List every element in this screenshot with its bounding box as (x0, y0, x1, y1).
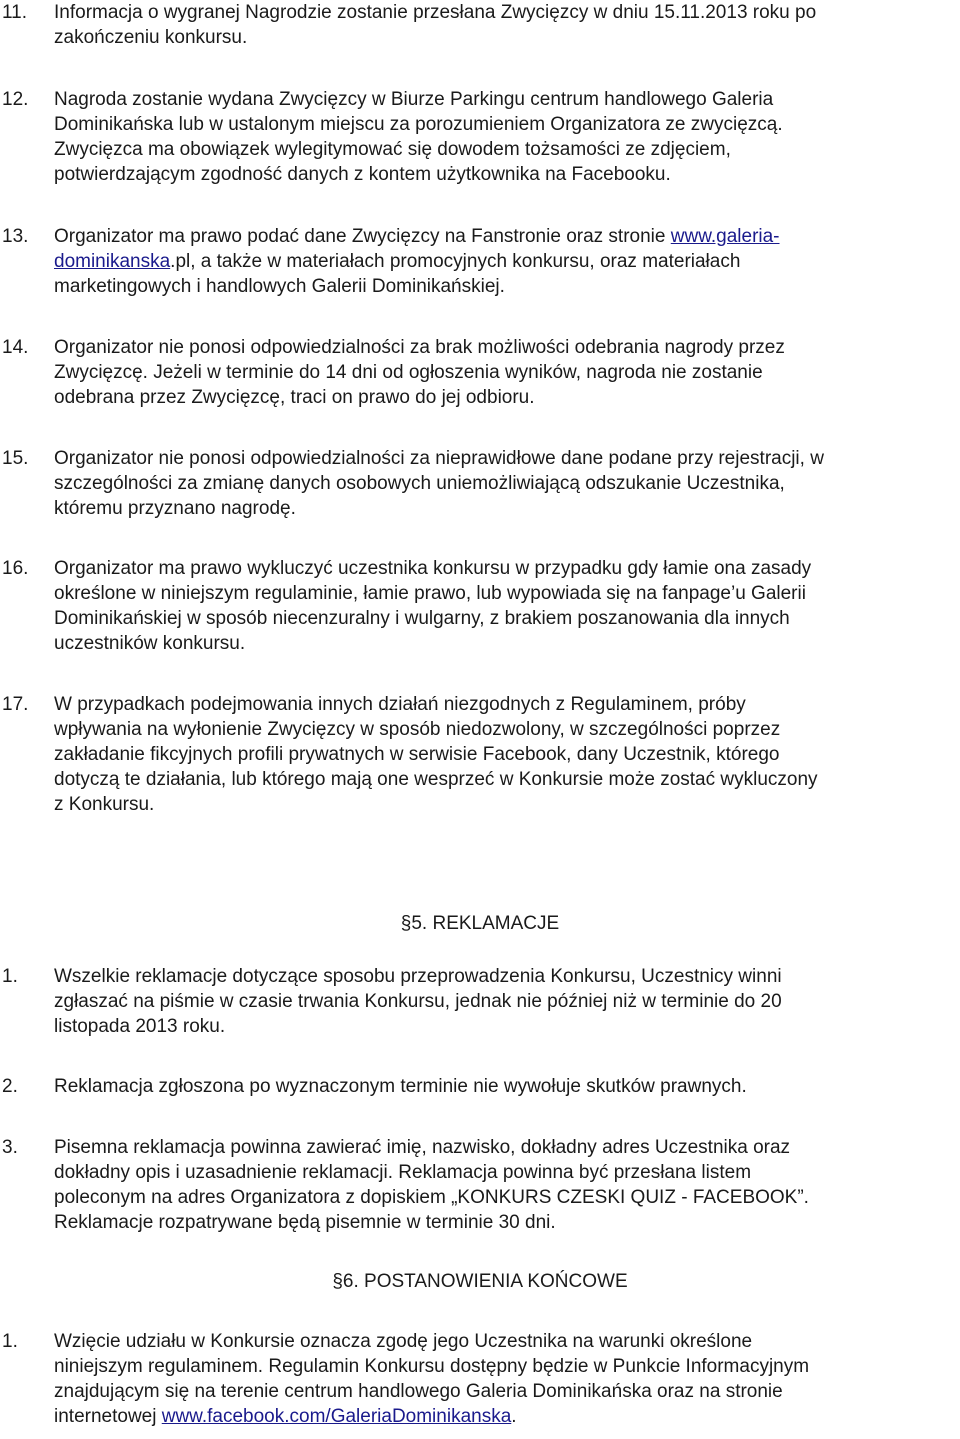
item-number: 1. (2, 1331, 18, 1352)
text-segment: .pl, a także w materiałach promocyjnych konkursu, oraz materiałach (170, 251, 741, 272)
text-line: poleconym na adres Organizatora z dopiskiem „KONKURS CZESKI QUIZ - FACEBOOK”. (54, 1187, 809, 1208)
paragraph-13 (0, 224, 955, 299)
text-segment: internetowej (54, 1406, 162, 1427)
text-line: Zwycięzcę. Jeżeli w terminie do 14 dni od ogłoszenia wyników, nagroda nie zostanie (54, 362, 763, 383)
text-line: W przypadkach podejmowania innych działań niezgodnych z Regulaminem, próby (54, 694, 746, 715)
text-line: zakończeniu konkursu. (54, 27, 248, 48)
text-line: Dominikańska lub w ustalonym miejscu za porozumieniem Organizatora ze zwycięzcą. (54, 114, 783, 135)
text-line: wpływania na wyłonienie Zwycięzcy w sposób niedozwolony, w szczególności poprzez (54, 719, 781, 740)
text-line: Organizator nie ponosi odpowiedzialności za nieprawidłowe dane podane przy rejestracji, w (54, 448, 824, 469)
website-link-continued[interactable]: dominikanska (54, 251, 171, 272)
text-line: Informacja o wygranej Nagrodzie zostanie przesłana Zwycięzcy w dniu 15.11.2013 roku po (54, 2, 817, 23)
text-line: Pisemna reklamacja powinna zawierać imię, nazwisko, dokładny adres Uczestnika oraz (54, 1137, 791, 1158)
text-line: znajdującym się na terenie centrum handlowego Galeria Dominikańska oraz na stronie (54, 1381, 783, 1402)
section-heading-reklamacje: §5. REKLAMACJE (400, 913, 560, 934)
text-line: odebrana przez Zwycięzcę, traci on prawo do jej odbioru. (54, 387, 535, 408)
text-line: dokładny opis i uzasadnienie reklamacji. Reklamacja powinna być przesłana listem (54, 1162, 752, 1183)
item-number: 3. (2, 1137, 18, 1158)
item-number: 16. (2, 558, 29, 579)
text-line: Reklamacja zgłoszona po wyznaczonym terminie nie wywołuje skutków prawnych. (54, 1076, 747, 1097)
item-number: 14. (2, 337, 29, 358)
item-number: 2. (2, 1076, 18, 1097)
final-paragraph-1 (0, 1329, 955, 1429)
item-number: 17. (2, 694, 29, 715)
facebook-link[interactable]: www.facebook.com/GaleriaDominikanska (161, 1406, 512, 1427)
text-line: określone w niniejszym regulaminie, łamie prawo, lub wypowiada się na fanpage’u Galerii (54, 583, 806, 604)
text-segment: Organizator ma prawo podać dane Zwycięzcy na Fanstronie oraz stronie (54, 226, 671, 247)
text-line: marketingowych i handlowych Galerii Dominikańskiej. (54, 276, 505, 297)
item-number: 11. (2, 2, 28, 23)
item-number: 13. (2, 226, 29, 247)
item-number: 12. (2, 89, 29, 110)
text-line: z Konkursu. (54, 794, 155, 815)
text-line: zgłaszać na piśmie w czasie trwania Konkursu, jednak nie później niż w terminie do 20 (54, 991, 782, 1012)
text-line (54, 249, 955, 274)
text-line: listopada 2013 roku. (54, 1016, 226, 1037)
paragraph-16 (0, 556, 955, 656)
text-line: uczestników konkursu. (54, 633, 246, 654)
paragraph-14 (0, 335, 955, 410)
paragraph-11 (0, 0, 955, 50)
text-line: niniejszym regulaminem. Regulamin Konkursu dostępny będzie w Punkcie Informacyjnym (54, 1356, 810, 1377)
text-line: Reklamacje rozpatrywane będą pisemnie w terminie 30 dni. (54, 1212, 556, 1233)
text-line: Dominikańskiej w sposób niecenzuralny i wulgarny, z brakiem poszanowania dla innych (54, 608, 790, 629)
text-line: zakładanie fikcyjnych profili prywatnych w serwisie Facebook, dany Uczestnik, którego (54, 744, 780, 765)
section-heading-postanowienia: §6. POSTANOWIENIA KOŃCOWE (332, 1271, 628, 1292)
text-line: Nagroda zostanie wydana Zwycięzcy w Biurze Parkingu centrum handlowego Galeria (54, 89, 774, 110)
website-link[interactable]: www.galeria- (670, 226, 780, 247)
text-line: Zwycięzca ma obowiązek wylegitymować się dowodem tożsamości ze zdjęciem, (54, 139, 731, 160)
item-number: 15. (2, 448, 29, 469)
text-line: Organizator nie ponosi odpowiedzialności za brak możliwości odebrania nagrody przez (54, 337, 785, 358)
complaint-paragraph-3 (0, 1135, 955, 1235)
text-line: szczególności za zmianę danych osobowych uniemożliwiającą odszukanie Uczestnika, (54, 473, 785, 494)
text-line: potwierdzającym zgodność danych z kontem użytkownika na Facebooku. (54, 164, 671, 185)
text-line: któremu przyznano nagrodę. (54, 498, 296, 519)
text-segment: . (511, 1406, 517, 1427)
complaint-paragraph-2 (0, 1074, 955, 1099)
text-line: Organizator ma prawo wykluczyć uczestnika konkursu w przypadku gdy łamie ona zasady (54, 558, 812, 579)
text-line: Wszelkie reklamacje dotyczące sposobu przeprowadzenia Konkursu, Uczestnicy winni (54, 966, 782, 987)
text-line: Wzięcie udziału w Konkursie oznacza zgodę jego Uczestnika na warunki określone (54, 1331, 753, 1352)
text-line (54, 224, 955, 249)
paragraph-17 (0, 692, 955, 817)
complaint-paragraph-1 (0, 964, 955, 1039)
item-number: 1. (2, 966, 18, 987)
paragraph-15 (0, 446, 955, 521)
text-line: dotyczą te działania, lub którego mają one wesprzeć w Konkursie może zostać wykluczony (54, 769, 818, 790)
paragraph-12 (0, 87, 955, 187)
text-line (54, 1404, 955, 1429)
